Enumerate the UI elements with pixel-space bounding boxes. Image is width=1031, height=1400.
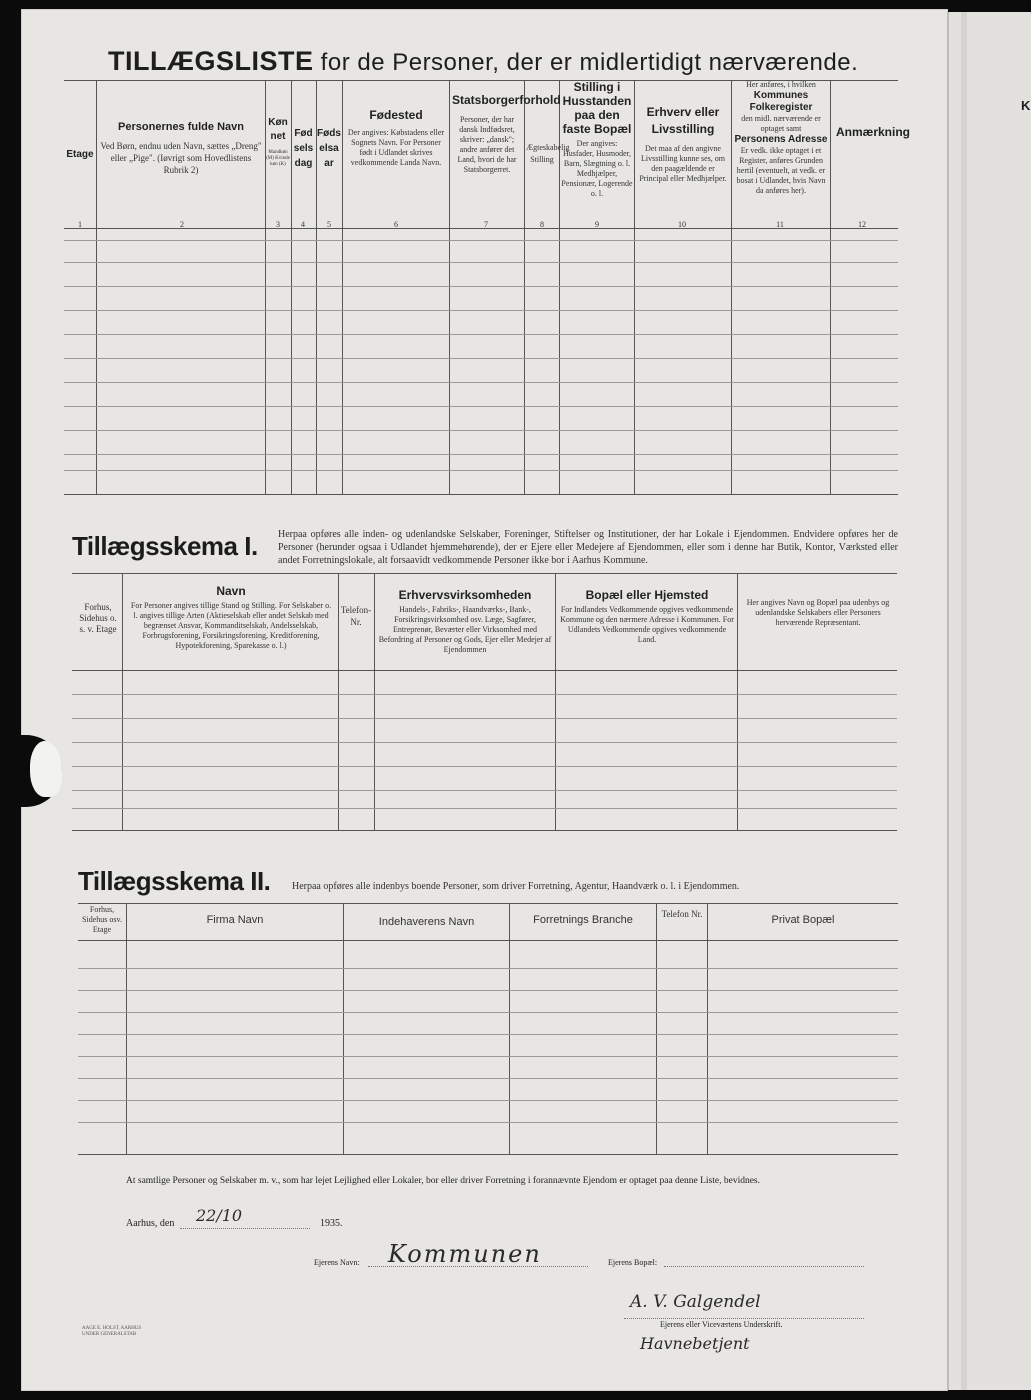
col-birthplace-text: Der angives: Købstadens eller Sognets Navn. For Personer født i Udlandet skrives vedkommende Landa Navn. [347,128,445,167]
col-birthday: Fødselsdag [293,128,314,169]
col-birthplace-header [346,108,446,168]
t1-row-line [64,286,898,287]
signature-label: Ejerens eller Viceværtens Underskrift. [660,1320,783,1329]
col-name-title: Personernes fulde Navn [118,121,244,133]
form-title-main: TILLÆGSLISTE [108,46,314,76]
s1-col-phone: Telefon-Nr. [340,605,372,627]
s1-col-name-header [128,584,334,651]
col-register-address: Personens Adresse [734,134,828,145]
s1-col-business-title: Erhvervsvirksomheden [398,588,532,602]
col-household-text: Der angives: Husfader, Husmoder, Barn, Slægtning o. l. Medhjælper, Pensionær, Logerende o. l. [561,139,633,198]
col-number: 11 [776,220,784,229]
s2-col-owner: Indehaverens Navn [378,916,475,928]
s2-row-line [78,1122,898,1123]
s2-col-div [509,903,510,1154]
s1-col-div [555,573,556,830]
s1-col-residence-header [560,588,734,645]
s2-row-line [78,990,898,991]
col-name-header [100,120,262,176]
s2-row-line [78,1056,898,1057]
t1-row-line [64,430,898,431]
s1-col-div [374,573,375,830]
s2-col-div [126,903,127,1154]
col-number: 7 [484,220,488,229]
footer-year: 1935. [320,1218,343,1229]
t1-col-div [524,80,525,494]
t1-col-div [449,80,450,494]
s2-col-firm: Firma Navn [206,914,264,926]
col-birthyear: Fødselsaar [317,128,341,169]
s2-row-line [78,1078,898,1079]
col-gender-title: Kønnet [268,117,288,142]
t1-col-div [342,80,343,494]
date-handwritten: 22/10 [196,1206,243,1225]
s1-row-line [72,742,897,743]
signature-title-handwritten: Havnebetjent [640,1334,750,1353]
s2-col-phone: Telefon Nr. [661,909,703,919]
t1-col-div [830,80,831,494]
t1-row-line [64,358,898,359]
s1-row-line [72,808,897,809]
schema1-top-border [72,573,897,574]
col-register-top: Her anføres, i hvilken [746,80,816,89]
s1-col-floor: Forhus, Sidehus o. s. v. Etage [79,602,117,634]
s1-row-line [72,790,897,791]
col-number: 6 [394,220,398,229]
t1-row-line [64,310,898,311]
t1-col-div [634,80,635,494]
t1-row-line [64,262,898,263]
s2-col-residence: Privat Bopæl [771,914,835,926]
s2-col-floor: Forhus, Sidehus osv. Etage [82,905,122,934]
t1-row-line [64,382,898,383]
col-occupation-text: Det maa af den angivne Livsstilling kunne ses, om den paagældende er Principal eller Medhjælper. [639,144,727,183]
t1-row-line [64,334,898,335]
s2-row-line [78,1100,898,1101]
col-number: 3 [276,220,280,229]
col-number: 2 [180,220,184,229]
col-citizenship-title: Statsborgerforhold [452,93,561,107]
page-gutter [961,12,967,1390]
col-occupation-title: Erhverv eller Livsstilling [646,105,720,136]
s1-col-residence-text: For Indlandets Vedkommende opgives vedkommende Kommune og den nærmere Adresse i Kommunen. For Udlandets Vedkommende opgives vedkommende Land. [560,605,734,644]
s1-col-div [122,573,123,830]
col-number: 4 [301,220,305,229]
t1-row-line [64,240,898,241]
t1-row-line [64,406,898,407]
col-etage: Etage [66,149,94,160]
s2-row-line [78,1034,898,1035]
col-household-header [561,80,633,199]
schema1-heading: Tillægsskema I. [72,531,258,561]
adjacent-page-letter: K [1021,98,1031,113]
table1-bottom-border [64,494,898,495]
s2-col-branch: Forretnings Branche [533,914,633,926]
signature-line [624,1318,864,1319]
col-citizenship-text: Personer, der har dansk Indfødsret, skriver: „dansk"; andre anfører det Land, hvori de har Statsborgerret. [457,115,517,174]
col-register-header [733,80,829,196]
s1-col-representative: Her angives Navn og Bopæl paa udenbys og udenlandske Selskabers eller Personers herværende Repræsentant. [746,598,890,627]
s2-col-div [707,903,708,1154]
form-title [108,46,888,77]
s1-col-div [737,573,738,830]
s1-col-business-text: Handels-, Fabriks-, Haandværks-, Bank-, Forsikringsvirksomhed osv. Læge, Sagfører, Entreprenør, Beværter eller Virksomhed med Befordring af Personer og Gods, Ejer eller Medejer af Ejendommen [378,605,552,654]
col-number: 12 [858,220,866,229]
s2-col-div [343,903,344,1154]
owner-name-label: Ejerens Navn: [314,1258,360,1267]
t1-row-line [64,454,898,455]
schema1-description: Herpaa opføres alle inden- og udenlandske Selskaber, Foreninger, Stiftelser og Institutioner, der har Lokale i Ejendommen. Endvidere opføres her de Personer (herunder ogsaa i Udlandet hjemmehørende), der er Ejere eller Medejere af Ejendommen, eller som i denne har Butik, Kontor, Værksted eller andet Forretningslokale, alt forsaavidt vedkommende Personer ikke bor i Aarhus Kommune. [278,529,898,566]
col-gender-header [266,116,290,168]
date-line [180,1228,310,1229]
col-gender-text: Mandkøn (M) Kvindekøn (K) [266,150,290,167]
s1-col-business-header [378,588,552,655]
s1-row-line [72,766,897,767]
col-number: 1 [78,220,82,229]
s2-row-line [78,968,898,969]
col-household-title: Stilling i Husstanden paa den faste Bopæl [562,80,632,136]
col-number: 8 [540,220,544,229]
schema2-header-bottom [78,940,898,941]
col-register-title: Kommunes Folkeregister [749,90,813,113]
schema1-bottom-border [72,830,897,831]
page-fold [0,735,62,807]
form-title-rest: for de Personer, der er midlertidigt nærværende. [320,49,859,76]
col-number: 9 [595,220,599,229]
footer-place: Aarhus, den [126,1218,175,1229]
col-register-text: Er vedk. ikke optaget i et Register, anføres Grunden hertil (eventuelt, at vedk. er bosat i Udlandet, hvis Navn da anføres her). [736,146,826,195]
t1-col-div [731,80,732,494]
t1-col-div [96,80,97,494]
col-number: 5 [327,220,331,229]
signature-handwritten: A. V. Galgendel [630,1292,761,1312]
col-occupation-header [636,104,730,184]
col-number: 10 [678,220,686,229]
s1-row-line [72,718,897,719]
footer-statement: At samtlige Personer og Selskaber m. v., som har lejet Lejlighed eller Lokaler, bor eller driver Forretning i forannævnte Ejendom er optaget paa denne Liste, bevidnes. [126,1176,760,1186]
s2-col-div [656,903,657,1154]
owner-address-line [664,1266,864,1267]
schema1-header-bottom [72,670,897,671]
adjacent-page [947,12,1031,1390]
schema2-bottom-border [78,1154,898,1155]
col-name-text: Ved Børn, endnu uden Navn, sættes „Dreng" eller „Pige". (Iøvrigt som Hovedlistens Rubrik 2) [100,141,262,175]
t1-row-line [64,470,898,471]
schema2-heading: Tillægsskema II. [78,866,271,896]
s1-col-name-title: Navn [216,584,246,598]
owner-address-label: Ejerens Bopæl: [608,1258,658,1267]
col-remarks: Anmærkning [836,125,911,139]
schema2-top-border [78,903,898,904]
col-birthplace-title: Fødested [369,108,423,122]
printer-imprint: AAGE E. HOLST, AARHUS UNDER GENERALSTAB [82,1326,142,1337]
owner-name-handwritten: Kommunen [388,1240,542,1268]
s1-col-residence-title: Bopæl eller Hjemsted [585,588,709,602]
col-register-mid: den midl. nærværende er optaget samt [741,114,821,133]
col-marital: Ægteskabelig Stilling [526,143,570,164]
schema2-description: Herpaa opføres alle indenbys boende Personer, som driver Forretning, Agentur, Haandværk o. l. i Ejendommen. [292,881,740,892]
s1-row-line [72,694,897,695]
s1-col-name-text: For Personer angives tillige Stand og Stilling. For Selskaber o. l. angives tillige Arten (Aktieselskab eller andet Selskab med begrænset Ansvar, Kommanditselskab, Andelsselskab, Forbrugsforening, Forsikringsforening, Kreditforening, Hypotekforening, Sparekasse o. l.) [130,601,332,650]
s2-row-line [78,1012,898,1013]
